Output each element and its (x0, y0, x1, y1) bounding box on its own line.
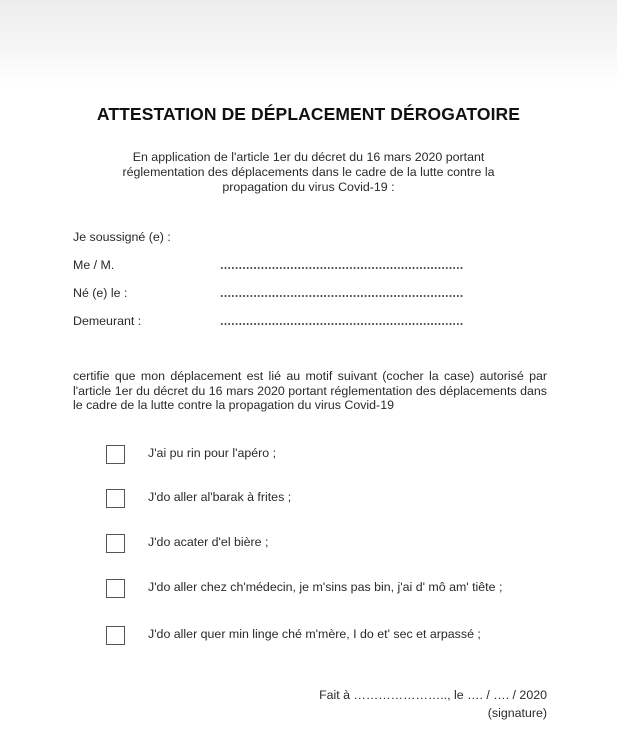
document-title: ATTESTATION DE DÉPLACEMENT DÉROGATOIRE (96, 104, 521, 124)
checkbox[interactable] (106, 445, 125, 464)
intro-line: propagation du virus Covid-19 : (222, 180, 395, 194)
field-name-label: Me / M. (73, 258, 115, 272)
certify-paragraph: certifie que mon déplacement est lié au motif suivant (cocher la case) autorisé par l'article 1er du décret du 16 mars 2020 portant réglementation des déplacements dans le cadre de la lutte contre la propagation du virus Covid-19 (73, 369, 547, 412)
intro-paragraph (60, 150, 557, 195)
checkbox[interactable] (106, 579, 125, 598)
option-label: J'do aller chez ch'médecin, je m'sins pas bin, j'ai d' mô am' tiête ; (148, 580, 503, 594)
option-label: J'ai pu rin pour l'apéro ; (148, 446, 277, 460)
option-label: J'do aller quer min linge ché m'mère, I do et' sec et arpassé ; (148, 627, 481, 641)
field-birthdate-input[interactable] (220, 295, 463, 297)
option-label: J'do acater d'el bière ; (148, 535, 269, 549)
checkbox[interactable] (106, 626, 125, 645)
undersigned-label: Je soussigné (e) : (73, 230, 171, 244)
checkbox[interactable] (106, 534, 125, 553)
signature-label: (signature) (487, 706, 547, 720)
field-address-label: Demeurant : (73, 314, 142, 328)
intro-line: En application de l'article 1er du décret du 16 mars 2020 portant (132, 150, 485, 164)
field-name-input[interactable] (220, 267, 463, 269)
intro-line: réglementation des déplacements dans le cadre de la lutte contre la (122, 165, 495, 179)
field-birthdate-label: Né (e) le : (73, 286, 128, 300)
option-label: J'do aller al'barak à frites ; (148, 490, 292, 504)
checkbox[interactable] (106, 489, 125, 508)
place-date-line: Fait à ………………….., le …. / …. / 2020 (319, 688, 547, 702)
field-address-input[interactable] (220, 323, 463, 325)
